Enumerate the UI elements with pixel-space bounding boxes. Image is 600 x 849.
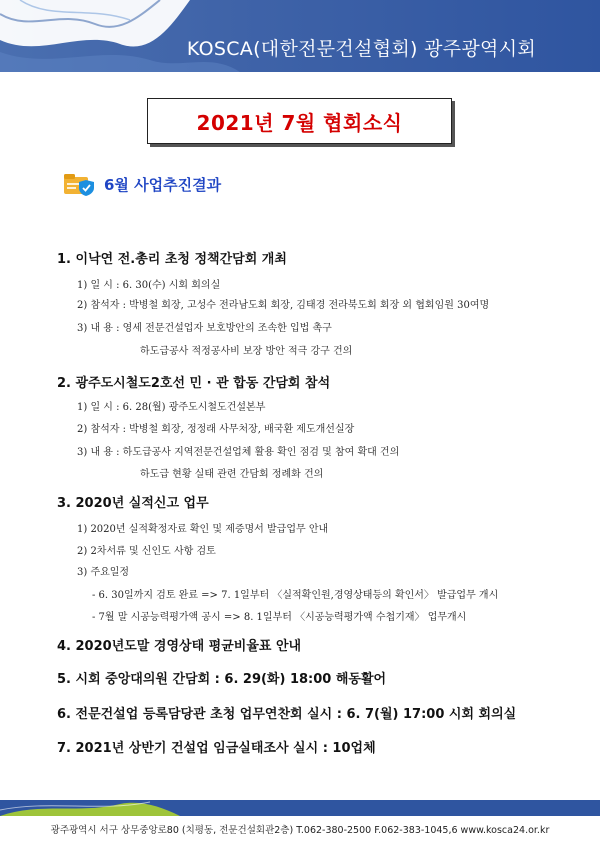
item-line: 1) 2020년 실적확정자료 확인 및 제증명서 발급업무 안내: [77, 524, 329, 535]
item-line: 2) 참석자 : 박병철 회장, 고성수 전라남도회 회장, 김태경 전라북도회 회장 외 협회임원 30여명: [77, 300, 490, 311]
item-line: 하도급공사 적정공사비 보장 방안 적극 강구 건의: [140, 346, 353, 357]
item-line: - 7월 말 시공능력평가액 공시 => 8. 1일부터 〈시공능력평가액 수첩기재〉 업무개시: [92, 612, 467, 623]
item-line: 1) 일 시 : 6. 30(수) 시회 회의실: [77, 280, 221, 291]
item-line: 3) 주요일정: [77, 567, 130, 578]
item-line: 하도급 현황 실태 관련 간담회 정례화 건의: [140, 469, 324, 480]
section-title: 6월 사업추진결과: [104, 175, 222, 194]
org-name: KOSCA(대한전문건설협회) 광주광역시회: [186, 38, 536, 60]
item-heading: 4. 2020년도말 경영상태 평균비율표 안내: [57, 639, 302, 654]
item-line: 2) 참석자 : 박병철 회장, 정정래 사무처장, 배국환 제도개선실장: [77, 424, 355, 435]
item-heading: 7. 2021년 상반기 건설업 임금실태조사 실시 : 10업체: [57, 741, 376, 756]
section-header: [62, 171, 221, 197]
item-line: 1) 일 시 : 6. 28(월) 광주도시철도건설본부: [77, 402, 266, 413]
newsletter-title: 2021년 7월 협회소식: [196, 110, 403, 135]
newsletter-title-box: [147, 98, 452, 144]
item-heading: 6. 전문건설업 등록담당관 초청 업무연찬회 실시 : 6. 7(월) 17:00 시회 회의실: [57, 707, 517, 722]
footer-address: 광주광역시 서구 상무중앙로80 (치평동, 전문건설회관2층) T.062-380-2500 F.062-383-1045,6 www.kosca24.or.kr: [50, 825, 550, 836]
item-line: 3) 내 용 : 하도급공사 지역전문건설업체 활용 확인 점검 및 참여 확대 건의: [77, 447, 400, 458]
item-heading: 2. 광주도시철도2호선 민 · 관 합동 간담회 참석: [57, 376, 331, 391]
folder-shield-icon: [62, 171, 96, 197]
footer-bar: [0, 800, 600, 816]
footer-wave-decoration: [0, 800, 600, 816]
item-heading: 5. 시회 중앙대의원 간담회 : 6. 29(화) 18:00 해동활어: [57, 672, 387, 687]
item-line: 2) 2차서류 및 신인도 사항 검토: [77, 546, 216, 557]
item-line: - 6. 30일까지 검토 완료 => 7. 1일부터 〈실적확인원,경영상태등의 확인서〉 발급업무 개시: [92, 590, 499, 601]
item-line: 3) 내 용 : 영세 전문건설업자 보호방안의 조속한 입법 촉구: [77, 323, 332, 334]
item-heading: 1. 이낙연 전.총리 초청 정책간담회 개최: [57, 252, 287, 267]
header-banner: [0, 0, 600, 72]
item-heading: 3. 2020년 실적신고 업무: [57, 496, 209, 511]
